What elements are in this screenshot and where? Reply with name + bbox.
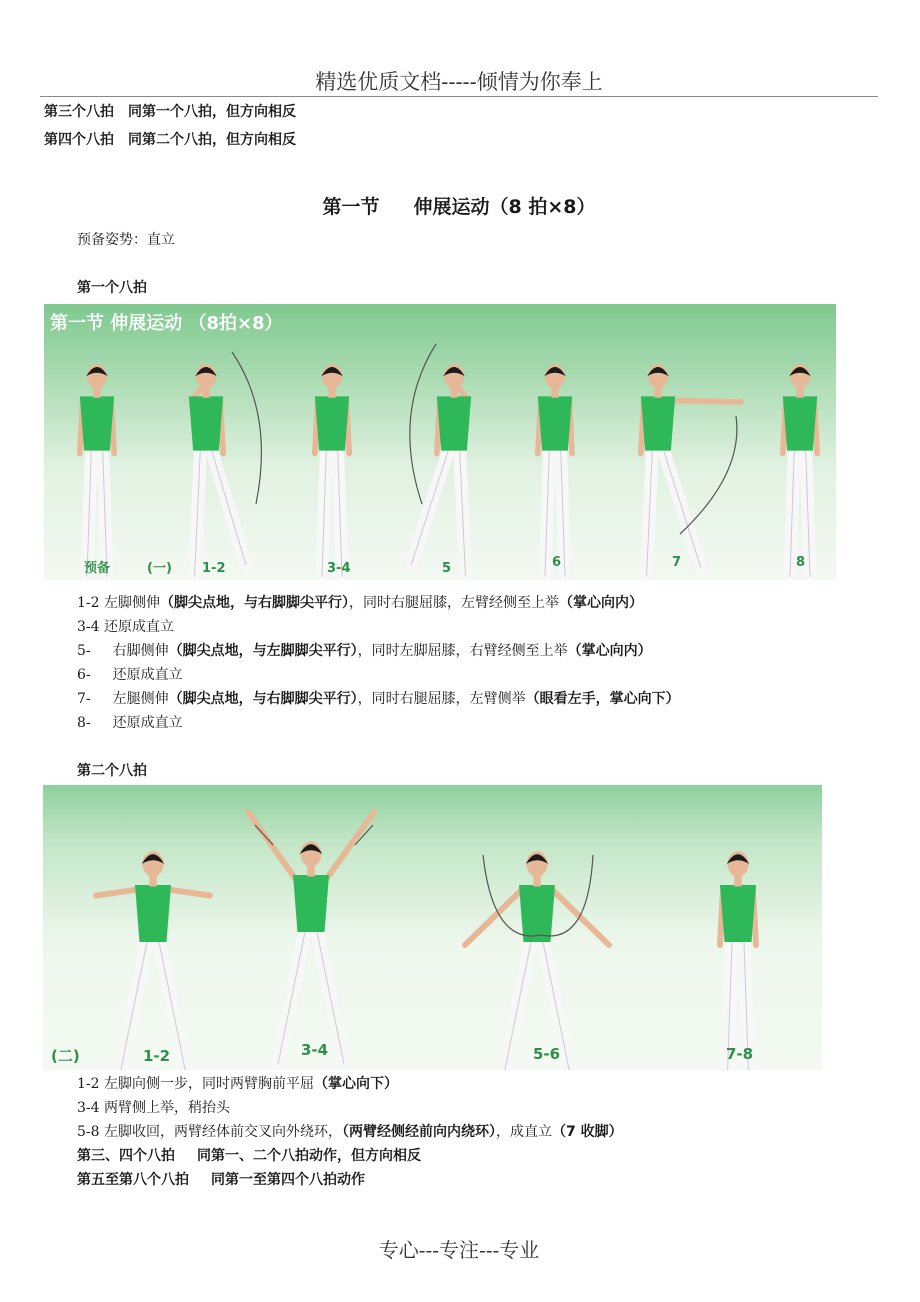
page-footer: 专心---专注---专业 xyxy=(378,1238,540,1262)
fig1-label-5: 6 xyxy=(552,555,562,570)
step-number: 3-4 xyxy=(77,619,100,635)
figure-part1 xyxy=(44,304,836,580)
step-number: 7- xyxy=(77,691,91,707)
intro-line-2-label: 第四个八拍 xyxy=(44,132,114,148)
step-text: 两臂侧上举，稍抬头 xyxy=(104,1100,230,1116)
step-number: 3-4 xyxy=(77,1100,100,1116)
step-text: ，同时右腿屈膝，左臂经侧至上举 xyxy=(349,595,559,611)
step-text: ，同时右腿屈膝，左臂侧举 xyxy=(357,691,526,707)
step-note: （7 收脚） xyxy=(552,1124,623,1140)
intro-line-2 xyxy=(44,130,296,150)
fig2-label-1: 1-2 xyxy=(143,1047,171,1065)
step-number: 8- xyxy=(77,715,91,731)
section-title-name: 伸展运动（8 拍×8） xyxy=(413,196,596,218)
fig2-label-4: 7-8 xyxy=(726,1045,754,1063)
part2-heading: 第二个八拍 xyxy=(77,763,147,779)
part1-step-3 xyxy=(77,641,652,661)
fig1-label-3: 3-4 xyxy=(327,561,351,576)
part2-summary-1 xyxy=(77,1146,421,1166)
step-number: 5-8 xyxy=(77,1124,100,1140)
step-number: 5- xyxy=(77,643,91,659)
step-text: 右脚侧伸 xyxy=(112,643,169,659)
part2-step-3 xyxy=(77,1122,623,1142)
intro-line-1 xyxy=(44,102,296,122)
fig1-label-2: 1-2 xyxy=(202,561,226,576)
step-text: 还原成直立 xyxy=(112,715,183,731)
step-text: 左脚侧伸 xyxy=(104,595,160,611)
intro-line-1-text: 同第一个八拍，但方向相反 xyxy=(128,104,296,120)
page-header: 精选优质文档-----倾情为你奉上 xyxy=(315,70,603,94)
intro-line-1-label: 第三个八拍 xyxy=(44,104,114,120)
step-text: ，同时左脚屈膝，右臂经侧至上举 xyxy=(357,643,568,659)
step-text: 还原成直立 xyxy=(112,667,183,683)
part1-step-6 xyxy=(77,713,183,733)
header-divider xyxy=(40,96,878,97)
fig1-label-6: 7 xyxy=(672,555,682,570)
part2-step-1 xyxy=(77,1074,398,1094)
summary-label: 第三、四个八拍 xyxy=(77,1148,175,1164)
step-note: （掌心向内） xyxy=(559,595,643,611)
step-note: （脚尖点地，与右脚脚尖平行） xyxy=(168,691,358,707)
step-text: ，成直立 xyxy=(496,1124,552,1140)
step-note: （两臂经侧经前向内绕环） xyxy=(342,1124,496,1140)
step-note: （眼看左手，掌心向下） xyxy=(525,691,680,707)
step-note: （脚尖点地，与右脚脚尖平行） xyxy=(160,595,349,611)
fig2-label-2: 3-4 xyxy=(301,1041,329,1059)
step-text: 左脚向侧一步，同时两臂胸前平屈 xyxy=(104,1076,314,1092)
prep-posture: 预备姿势：直立 xyxy=(77,232,175,248)
summary-text: 同第一、二个八拍动作，但方向相反 xyxy=(197,1148,421,1164)
part1-step-2 xyxy=(77,617,174,637)
summary-label: 第五至第八个八拍 xyxy=(77,1172,189,1188)
fig1-label-1: (一) xyxy=(147,561,172,576)
summary-text: 同第一至第四个八拍动作 xyxy=(211,1172,365,1188)
step-text: 左腿侧伸 xyxy=(112,691,169,707)
part1-step-4 xyxy=(77,665,183,685)
fig2-label-3: 5-6 xyxy=(533,1045,561,1063)
fig1-label-0: 预备 xyxy=(84,561,111,576)
part2-step-2 xyxy=(77,1098,230,1118)
figure-part2 xyxy=(43,785,822,1070)
fig1-label-4: 5 xyxy=(442,561,452,576)
step-note: （脚尖点地，与左脚脚尖平行） xyxy=(168,643,358,659)
intro-line-2-text: 同第二个八拍，但方向相反 xyxy=(128,132,296,148)
part2-summary-2 xyxy=(77,1170,365,1190)
figure-part1-banner: 第一节 伸展运动 （8拍×8） xyxy=(50,313,283,334)
step-text: 左脚收回，两臂经体前交叉向外绕环， xyxy=(104,1124,342,1140)
section-title xyxy=(40,192,878,219)
part1-step-1 xyxy=(77,593,643,613)
step-text: 还原成直立 xyxy=(104,619,174,635)
step-note: （掌心向下） xyxy=(314,1076,398,1092)
fig2-label-0: (二) xyxy=(51,1047,80,1065)
fig1-label-7: 8 xyxy=(796,555,806,570)
step-number: 6- xyxy=(77,667,91,683)
step-note: （掌心向内） xyxy=(567,643,652,659)
part1-heading: 第一个八拍 xyxy=(77,280,147,296)
part1-step-5 xyxy=(77,689,680,709)
step-number: 1-2 xyxy=(77,1076,100,1092)
section-title-number: 第一节 xyxy=(322,196,380,218)
step-number: 1-2 xyxy=(77,595,100,611)
